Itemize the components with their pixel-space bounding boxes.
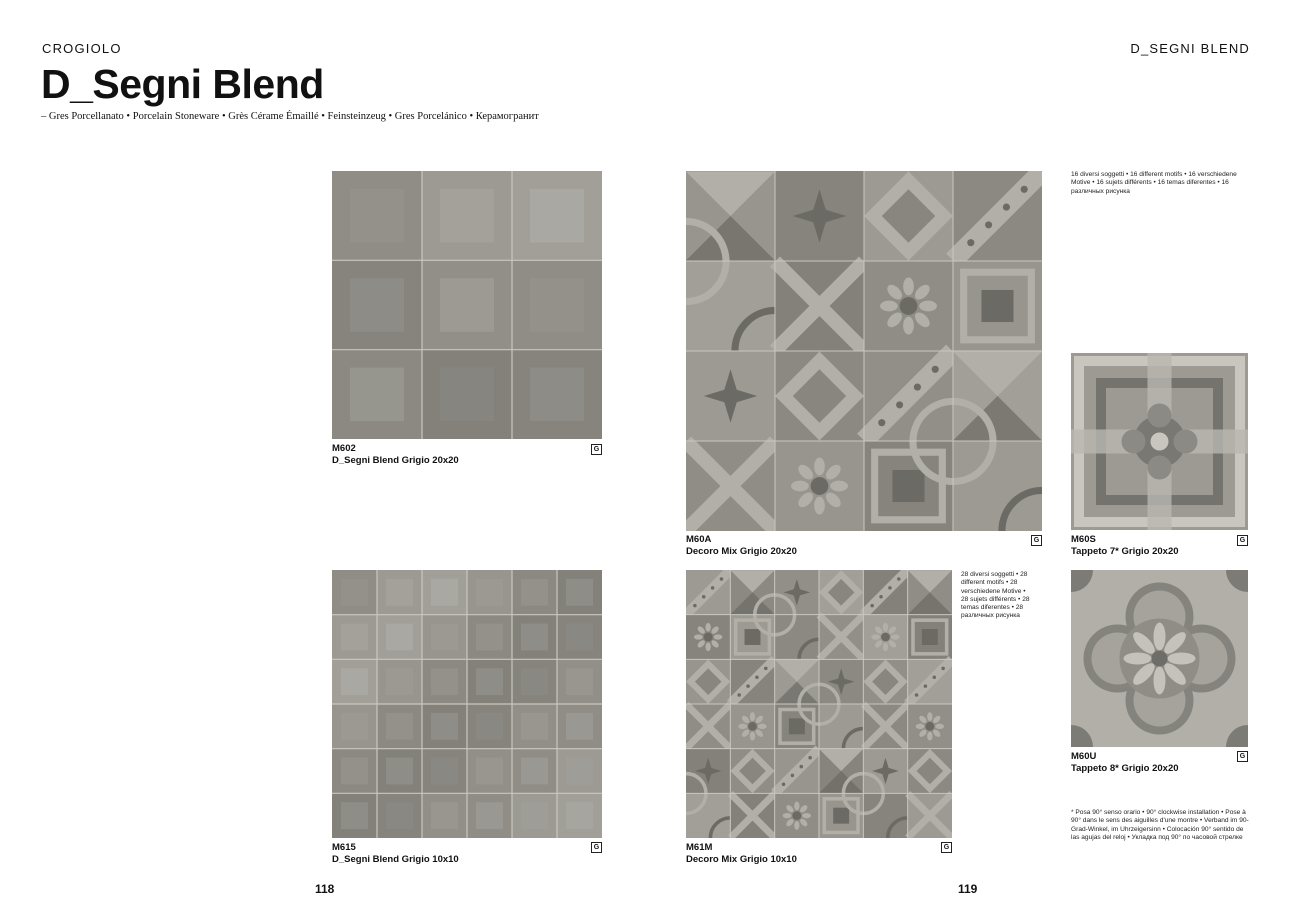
product-code: M61M — [686, 842, 713, 853]
glaze-badge: G — [941, 842, 952, 853]
page-number-left: 118 — [315, 882, 335, 896]
glaze-badge: G — [591, 444, 602, 455]
product-code: M602 — [332, 443, 356, 454]
tile-image-m615 — [332, 570, 602, 838]
page-number-right: 119 — [958, 882, 978, 896]
tile-image-m61m — [686, 570, 952, 838]
product-name: D_Segni Blend Grigio 20x20 — [332, 455, 459, 466]
glaze-badge: G — [1237, 535, 1248, 546]
motifs-note-16: 16 diversi soggetti • 16 different motifs • 16 verschiedene Motive • 16 sujets différents • 16 temas diferentes • 16 различных рисунка — [1071, 171, 1237, 195]
product-name: Tappeto 8* Grigio 20x20 — [1071, 763, 1179, 774]
product-name: Decoro Mix Grigio 20x20 — [686, 546, 797, 557]
tile-image-m60s — [1071, 353, 1248, 530]
glaze-badge: G — [591, 842, 602, 853]
collection-running-head: D_SEGNI BLEND — [1130, 41, 1250, 56]
tile-image-m60a — [686, 171, 1042, 531]
glaze-badge: G — [1237, 751, 1248, 762]
installation-note: * Posa 90° senso orario • 90° clockwise installation • Pose à 90° dans le sens des aiguilles d'une montre • Verband im 90-Grad-Winkel, im Uhrzeigersinn • Colocación 90° sentido de las agujas del reloj • Укладка под 90° по часовой стрелке — [1071, 809, 1249, 841]
page-title: D_Segni Blend — [41, 61, 324, 107]
product-code: M60S — [1071, 534, 1096, 545]
brand-name: CROGIOLO — [42, 41, 122, 56]
product-code: M60A — [686, 534, 712, 545]
product-code: M615 — [332, 842, 356, 853]
material-subtitle: – Gres Porcellanato • Porcelain Stoneware • Grès Cérame Émaillé • Feinsteinzeug • Gres Porcelánico • Керамогранит — [41, 111, 539, 122]
product-code: M60U — [1071, 751, 1097, 762]
motifs-note-28: 28 diversi soggetti • 28 different motifs • 28 verschiedene Motive • 28 sujets différents • 28 temas diferentes • 28 различных рисунка — [961, 571, 1030, 620]
product-name: D_Segni Blend Grigio 10x10 — [332, 854, 459, 865]
product-name: Tappeto 7* Grigio 20x20 — [1071, 546, 1179, 557]
tile-image-m60u — [1071, 570, 1248, 747]
product-name: Decoro Mix Grigio 10x10 — [686, 854, 797, 865]
glaze-badge: G — [1031, 535, 1042, 546]
tile-image-m602 — [332, 171, 602, 439]
